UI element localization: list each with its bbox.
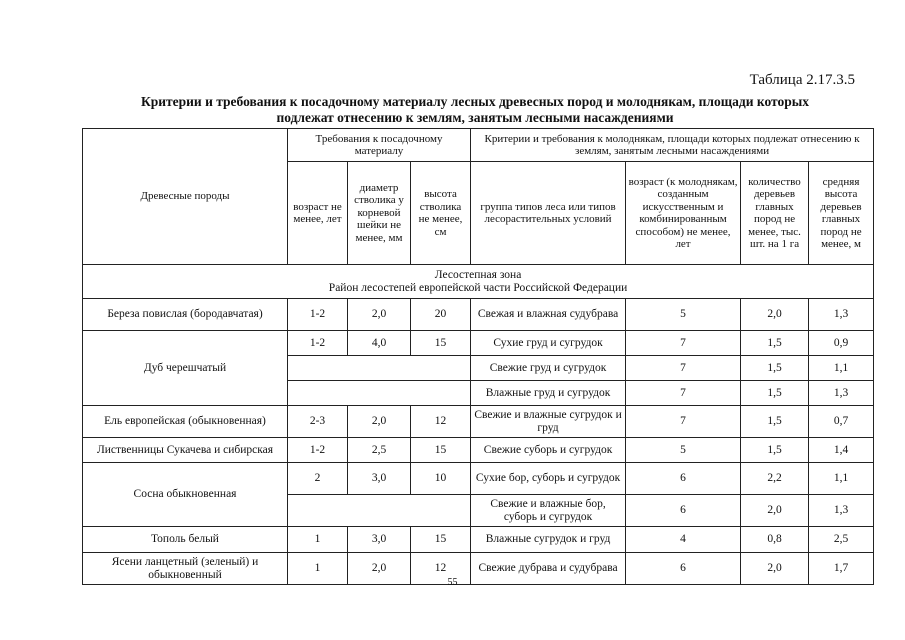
species-cell: Лиственницы Сукачева и сибирская [83, 438, 288, 463]
zone-region: Район лесостепей европейской части Российской Федерации [328, 281, 628, 294]
avg-height-cell: 1,3 [809, 381, 874, 406]
forest-type-cell: Свежие дубрава и судубрава [471, 553, 626, 585]
height-cell: 15 [411, 438, 471, 463]
header-forest-type: группа типов леса или типов лесорастительных условий [471, 162, 626, 265]
tree-count-cell: 2,2 [741, 463, 809, 495]
diameter-cell: 3,0 [348, 463, 411, 495]
zone-name: Лесостепная зона [434, 268, 522, 281]
species-cell: Береза повислая (бородавчатая) [83, 299, 288, 331]
caption-line-1: Критерии и требования к посадочному материалу лесных древесных пород и молоднякам, площади которых [140, 94, 810, 109]
young-age-cell: 7 [626, 331, 741, 356]
age-cell: 1 [288, 553, 348, 585]
age-cell: 2-3 [288, 406, 348, 438]
caption-line-2: подлежат отнесению к землям, занятым лесными насаждениями [276, 110, 674, 125]
empty-planting-cell [288, 381, 471, 406]
table-row [83, 331, 874, 356]
young-age-cell: 7 [626, 356, 741, 381]
avg-height-cell: 1,4 [809, 438, 874, 463]
age-cell: 1-2 [288, 299, 348, 331]
young-age-cell: 5 [626, 438, 741, 463]
header-avg-height: средняя высота деревьев главных пород не менее, м [809, 162, 874, 265]
table-caption [80, 94, 870, 126]
height-cell: 15 [411, 331, 471, 356]
header-age: возраст не менее, лет [288, 162, 348, 265]
table-row [83, 438, 874, 463]
tree-count-cell: 1,5 [741, 331, 809, 356]
forest-type-cell: Свежие суборь и сугрудок [471, 438, 626, 463]
height-cell: 10 [411, 463, 471, 495]
young-age-cell: 6 [626, 495, 741, 527]
age-cell: 1-2 [288, 438, 348, 463]
header-young-age: возраст (к молоднякам, созданным искусственным и комбинированным способом) не менее, лет [626, 162, 741, 265]
height-cell: 12 [411, 553, 471, 585]
table-row [83, 406, 874, 438]
young-age-cell: 5 [626, 299, 741, 331]
diameter-cell: 2,0 [348, 553, 411, 585]
forest-type-cell: Сухие бор, суборь и сугрудок [471, 463, 626, 495]
table-row [83, 527, 874, 553]
forest-type-cell: Влажные сугрудок и груд [471, 527, 626, 553]
height-cell: 12 [411, 406, 471, 438]
empty-planting-cell [288, 495, 471, 527]
tree-count-cell: 0,8 [741, 527, 809, 553]
diameter-cell: 2,0 [348, 406, 411, 438]
young-age-cell: 6 [626, 553, 741, 585]
empty-planting-cell [288, 356, 471, 381]
species-cell: Дуб черешчатый [83, 331, 288, 406]
age-cell: 1-2 [288, 331, 348, 356]
zone-row [83, 265, 874, 299]
diameter-cell: 2,5 [348, 438, 411, 463]
tree-count-cell: 2,0 [741, 299, 809, 331]
tree-count-cell: 2,0 [741, 553, 809, 585]
forest-type-cell: Влажные груд и сугрудок [471, 381, 626, 406]
avg-height-cell: 1,3 [809, 495, 874, 527]
age-cell: 2 [288, 463, 348, 495]
header-stem-height: высота стволика не менее, см [411, 162, 471, 265]
forest-type-cell: Свежая и влажная судубрава [471, 299, 626, 331]
header-young-stands: Критерии и требования к молоднякам, площади которых подлежат отнесению к землям, занятым лесными насаждениями [471, 129, 874, 162]
tree-count-cell: 1,5 [741, 438, 809, 463]
avg-height-cell: 2,5 [809, 527, 874, 553]
avg-height-cell: 0,7 [809, 406, 874, 438]
criteria-table [82, 128, 874, 585]
table-row [83, 463, 874, 495]
table-number-label: Таблица 2.17.3.5 [749, 72, 855, 88]
avg-height-cell: 1,1 [809, 463, 874, 495]
zone-cell [83, 265, 874, 299]
young-age-cell: 7 [626, 381, 741, 406]
header-tree-count: количество деревьев главных пород не менее, тыс. шт. на 1 га [741, 162, 809, 265]
diameter-cell: 4,0 [348, 331, 411, 356]
header-stem-diameter: диаметр стволика у корневой шейки не менее, мм [348, 162, 411, 265]
age-cell: 1 [288, 527, 348, 553]
species-cell: Сосна обыкновенная [83, 463, 288, 527]
diameter-cell: 3,0 [348, 527, 411, 553]
header-species: Древесные породы [83, 129, 288, 265]
diameter-cell: 2,0 [348, 299, 411, 331]
forest-type-cell: Свежие и влажные бор, суборь и сугрудок [471, 495, 626, 527]
header-row-groups [83, 129, 874, 162]
tree-count-cell: 1,5 [741, 381, 809, 406]
table-row [83, 299, 874, 331]
avg-height-cell: 0,9 [809, 331, 874, 356]
forest-type-cell: Свежие и влажные сугрудок и груд [471, 406, 626, 438]
tree-count-cell: 2,0 [741, 495, 809, 527]
species-cell: Тополь белый [83, 527, 288, 553]
avg-height-cell: 1,7 [809, 553, 874, 585]
height-cell: 15 [411, 527, 471, 553]
header-planting-material: Требования к посадочному материалу [288, 129, 471, 162]
young-age-cell: 6 [626, 463, 741, 495]
height-cell: 20 [411, 299, 471, 331]
avg-height-cell: 1,1 [809, 356, 874, 381]
forest-type-cell: Свежие груд и сугрудок [471, 356, 626, 381]
species-cell: Ясени ланцетный (зеленый) и обыкновенный [83, 553, 288, 585]
young-age-cell: 4 [626, 527, 741, 553]
tree-count-cell: 1,5 [741, 356, 809, 381]
tree-count-cell: 1,5 [741, 406, 809, 438]
avg-height-cell: 1,3 [809, 299, 874, 331]
species-cell: Ель европейская (обыкновенная) [83, 406, 288, 438]
young-age-cell: 7 [626, 406, 741, 438]
forest-type-cell: Сухие груд и сугрудок [471, 331, 626, 356]
page-number: 55 [447, 577, 458, 588]
